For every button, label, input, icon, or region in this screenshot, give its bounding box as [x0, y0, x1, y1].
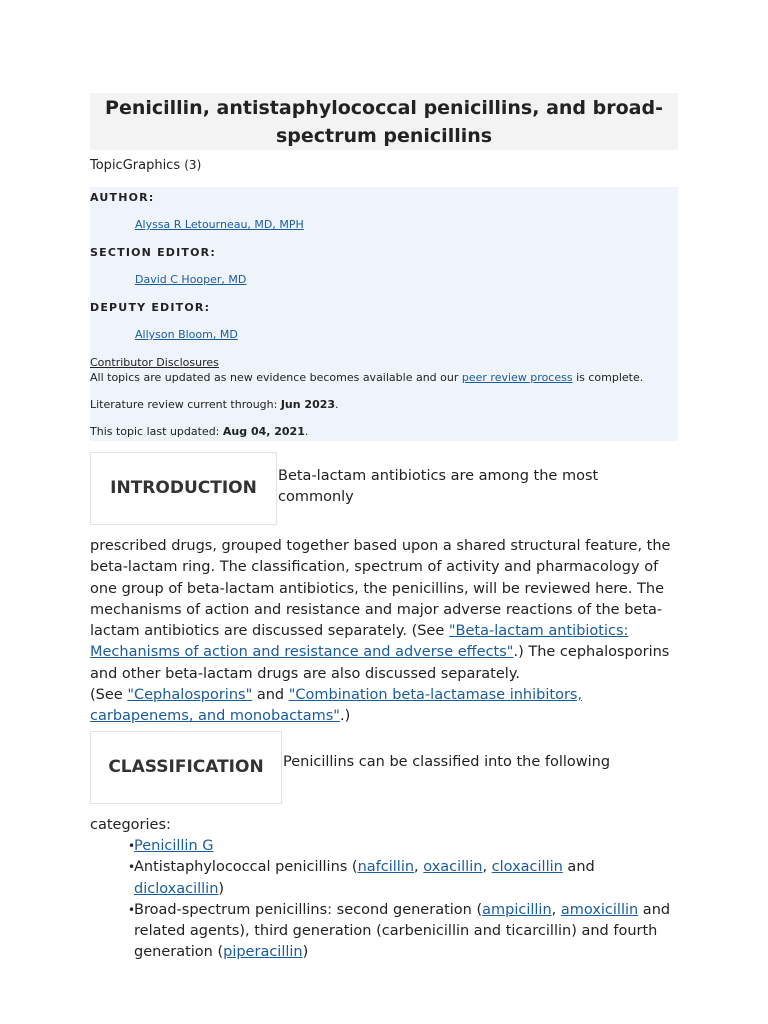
update-text-after: is complete. — [572, 371, 644, 384]
penicillin-g-link[interactable]: Penicillin G — [134, 837, 214, 854]
piperacillin-link[interactable]: piperacillin — [223, 944, 303, 961]
broad-spectrum-text: Broad-spectrum penicillins: second generation ( — [134, 901, 483, 918]
last-updated-line — [90, 425, 678, 439]
contributor-disclosures-link[interactable]: Contributor Disclosures — [90, 356, 219, 369]
section-editor-link[interactable]: David C Hooper, MD — [135, 273, 247, 286]
introduction-text-mid: .) The cephalosporins and other beta-lactam drugs are also discussed separately. — [90, 644, 670, 682]
ampicillin-link[interactable]: ampicillin — [482, 901, 552, 918]
comma: , — [551, 901, 561, 918]
classification-categories-label: categories: — [90, 816, 171, 833]
and-text: and — [562, 859, 595, 876]
list-item — [128, 857, 678, 900]
introduction-section — [90, 441, 678, 728]
topic-page — [90, 93, 678, 964]
oxacillin-link[interactable]: oxacillin — [423, 859, 483, 876]
topic-graphics-count: (3) — [184, 158, 202, 172]
cephalosporins-link[interactable]: "Cephalosporins" — [127, 687, 253, 704]
period: . — [335, 398, 339, 411]
close-text: .) — [339, 708, 351, 725]
section-editor-label: SECTION EDITOR: — [90, 246, 216, 259]
combination-beta-lactamase-link[interactable]: "Combination beta-lactamase inhibitors, carbapenems, and monobactams" — [90, 687, 583, 725]
introduction-text: prescribed drugs, grouped together based upon a shared structural feature, the beta-lactam ring. The classification, spectrum of activity and pharmacology of one group of beta-lactam antibiotics, the penicillins, will be reviewed here. The mechanisms of action and resistance and major adverse reactions of the beta-lactam antibiotics are discussed separately. (See — [90, 538, 671, 640]
close-paren: ) — [218, 880, 225, 897]
topic-graphics-link[interactable]: TopicGraphics — [90, 158, 181, 173]
lit-review-label: Literature review current through: — [90, 398, 281, 411]
last-updated-label: This topic last updated: — [90, 425, 223, 438]
dicloxacillin-link[interactable]: dicloxacillin — [134, 880, 219, 897]
topic-metadata — [90, 187, 678, 441]
antistaph-text: Antistaphylococcal penicillins ( — [134, 859, 358, 876]
list-item — [128, 836, 678, 857]
deputy-editor-link[interactable]: Allyson Bloom, MD — [135, 328, 238, 341]
literature-review-line — [90, 398, 678, 412]
author-label: AUTHOR: — [90, 191, 155, 204]
author-link[interactable]: Alyssa R Letourneau, MD, MPH — [135, 218, 304, 231]
classification-heading: CLASSIFICATION — [90, 731, 282, 804]
broad-spectrum-mid: and related agents), third generation (carbenicillin and ticarcillin) and fourth generation ( — [134, 901, 671, 961]
period: . — [304, 425, 309, 438]
list-item — [128, 900, 678, 964]
classification-first-line: Penicillins can be classified into the following — [283, 753, 611, 770]
classification-section — [90, 728, 678, 964]
and-text: and — [252, 687, 289, 704]
comma: , — [414, 859, 424, 876]
peer-review-link[interactable]: peer review process — [461, 371, 573, 384]
update-text-before: All topics are updated as new evidence becomes available and our — [90, 371, 462, 384]
penicillin-categories-list — [90, 836, 678, 964]
close-paren: ) — [302, 944, 309, 961]
cloxacillin-link[interactable]: cloxacillin — [491, 859, 563, 876]
lit-review-date: Jun 2023 — [280, 398, 336, 411]
beta-lactam-mechanisms-link[interactable]: "Beta-lactam antibiotics: Mechanisms of action and resistance and adverse effects" — [90, 623, 629, 661]
introduction-first-line: Beta-lactam antibiotics are among the most commonly — [278, 468, 599, 506]
page-title: Penicillin, antistaphylococcal penicillins, and broad-spectrum penicillins — [105, 97, 663, 147]
amoxicillin-link[interactable]: amoxicillin — [560, 901, 639, 918]
comma: , — [482, 859, 492, 876]
see-open: (See — [90, 687, 128, 704]
title-bar — [90, 93, 678, 150]
nafcillin-link[interactable]: nafcillin — [357, 859, 415, 876]
deputy-editor-label: DEPUTY EDITOR: — [90, 301, 211, 314]
update-policy-text — [90, 371, 678, 385]
introduction-body — [90, 525, 678, 728]
topic-graphics-row — [90, 150, 678, 177]
last-updated-date: Aug 04, 2021 — [222, 425, 305, 438]
introduction-heading: INTRODUCTION — [90, 452, 277, 525]
